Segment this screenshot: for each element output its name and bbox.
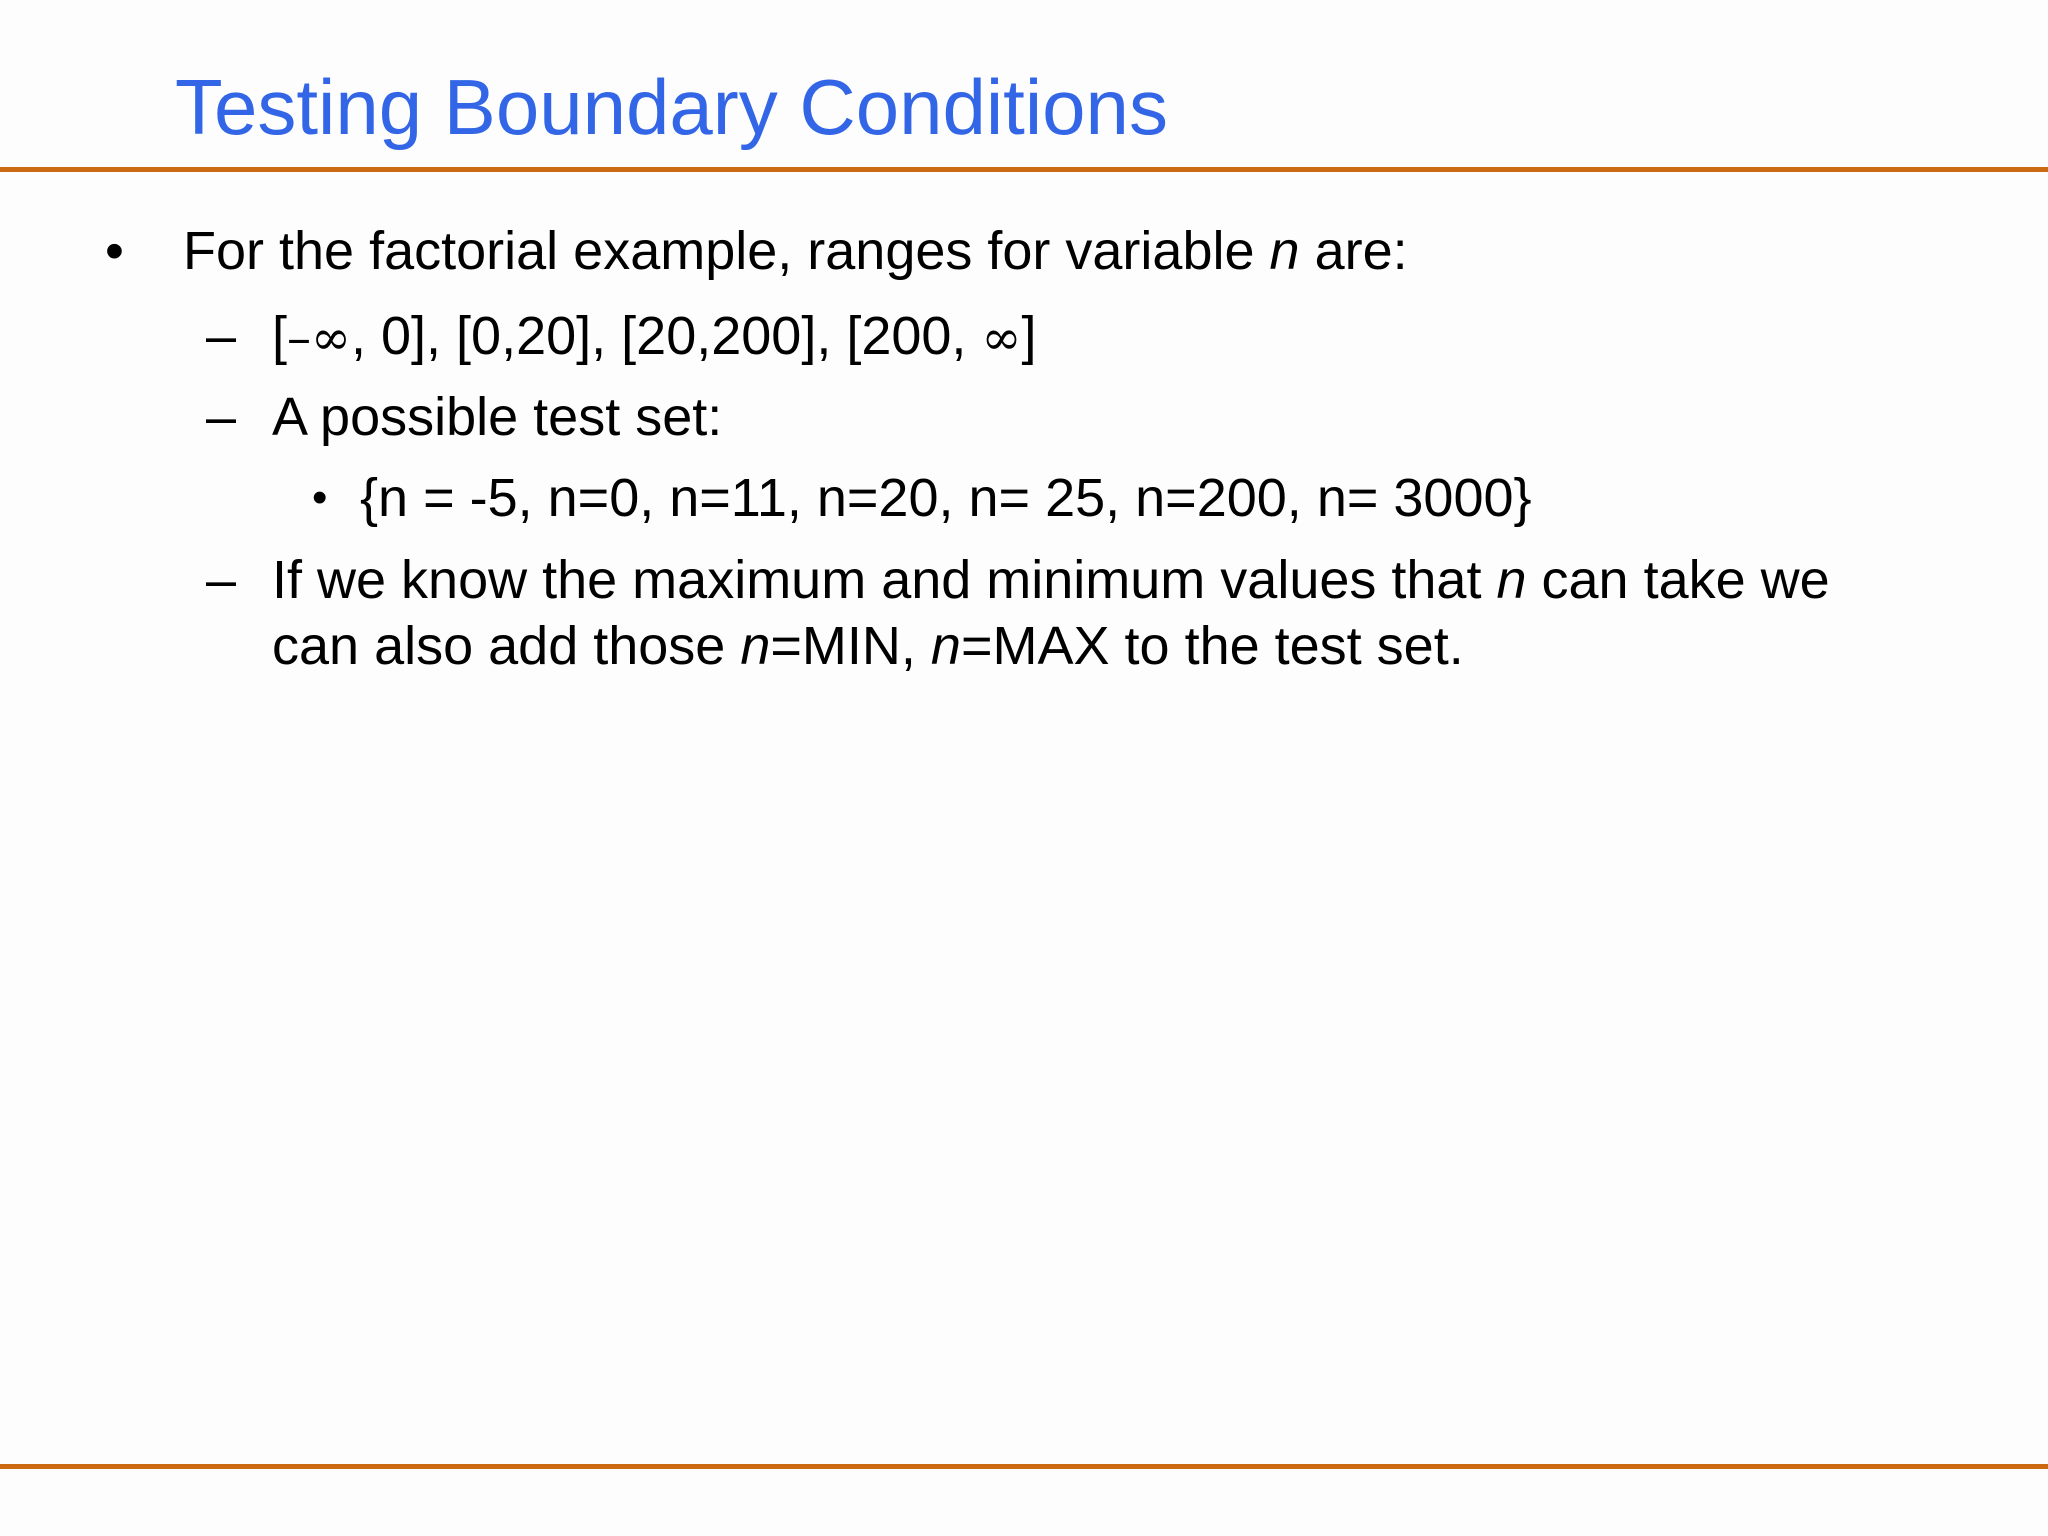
bullet-marker: • [105,221,124,281]
range-open-bracket: [ [272,306,288,366]
variable-n: n [740,616,771,676]
text-segment: =MAX to the test set. [960,616,1464,676]
variable-n: n [1269,221,1300,281]
bullet-text-after: are: [1299,221,1408,281]
text-segment: =MIN, [770,616,931,676]
dash-marker: – [206,387,237,447]
sub-item-min-max-line1 [272,547,1830,613]
variable-n: n [1496,550,1527,610]
infinity: ∞ [981,310,1022,366]
text-segment: can take we [1526,550,1830,610]
sub-bullet-marker: • [312,473,328,522]
title-divider [0,167,2048,172]
bullet-factorial-ranges [183,218,1408,284]
sub-sub-item-test-values: {n = -5, n=0, n=11, n=20, n= 25, n=200, n= 3000} [360,468,1532,528]
dash-marker: – [206,306,237,366]
range-middle: , 0], [0,20], [20,200], [200, [351,306,982,366]
variable-n: n [930,616,961,676]
dash-marker: – [206,550,237,610]
negative-infinity: –∞ [287,310,351,366]
text-segment: can also add those [272,616,741,676]
text-segment: If we know the maximum and minimum values that [272,550,1497,610]
footer-divider [0,1464,2048,1469]
sub-item-test-set-heading: A possible test set: [272,387,723,447]
bullet-text-before: For the factorial example, ranges for variable [183,221,1270,281]
slide-title: Testing Boundary Conditions [175,63,1168,151]
sub-item-min-max-line2 [272,613,1464,679]
sub-item-ranges [272,303,1036,371]
range-close-bracket: ] [1021,306,1037,366]
